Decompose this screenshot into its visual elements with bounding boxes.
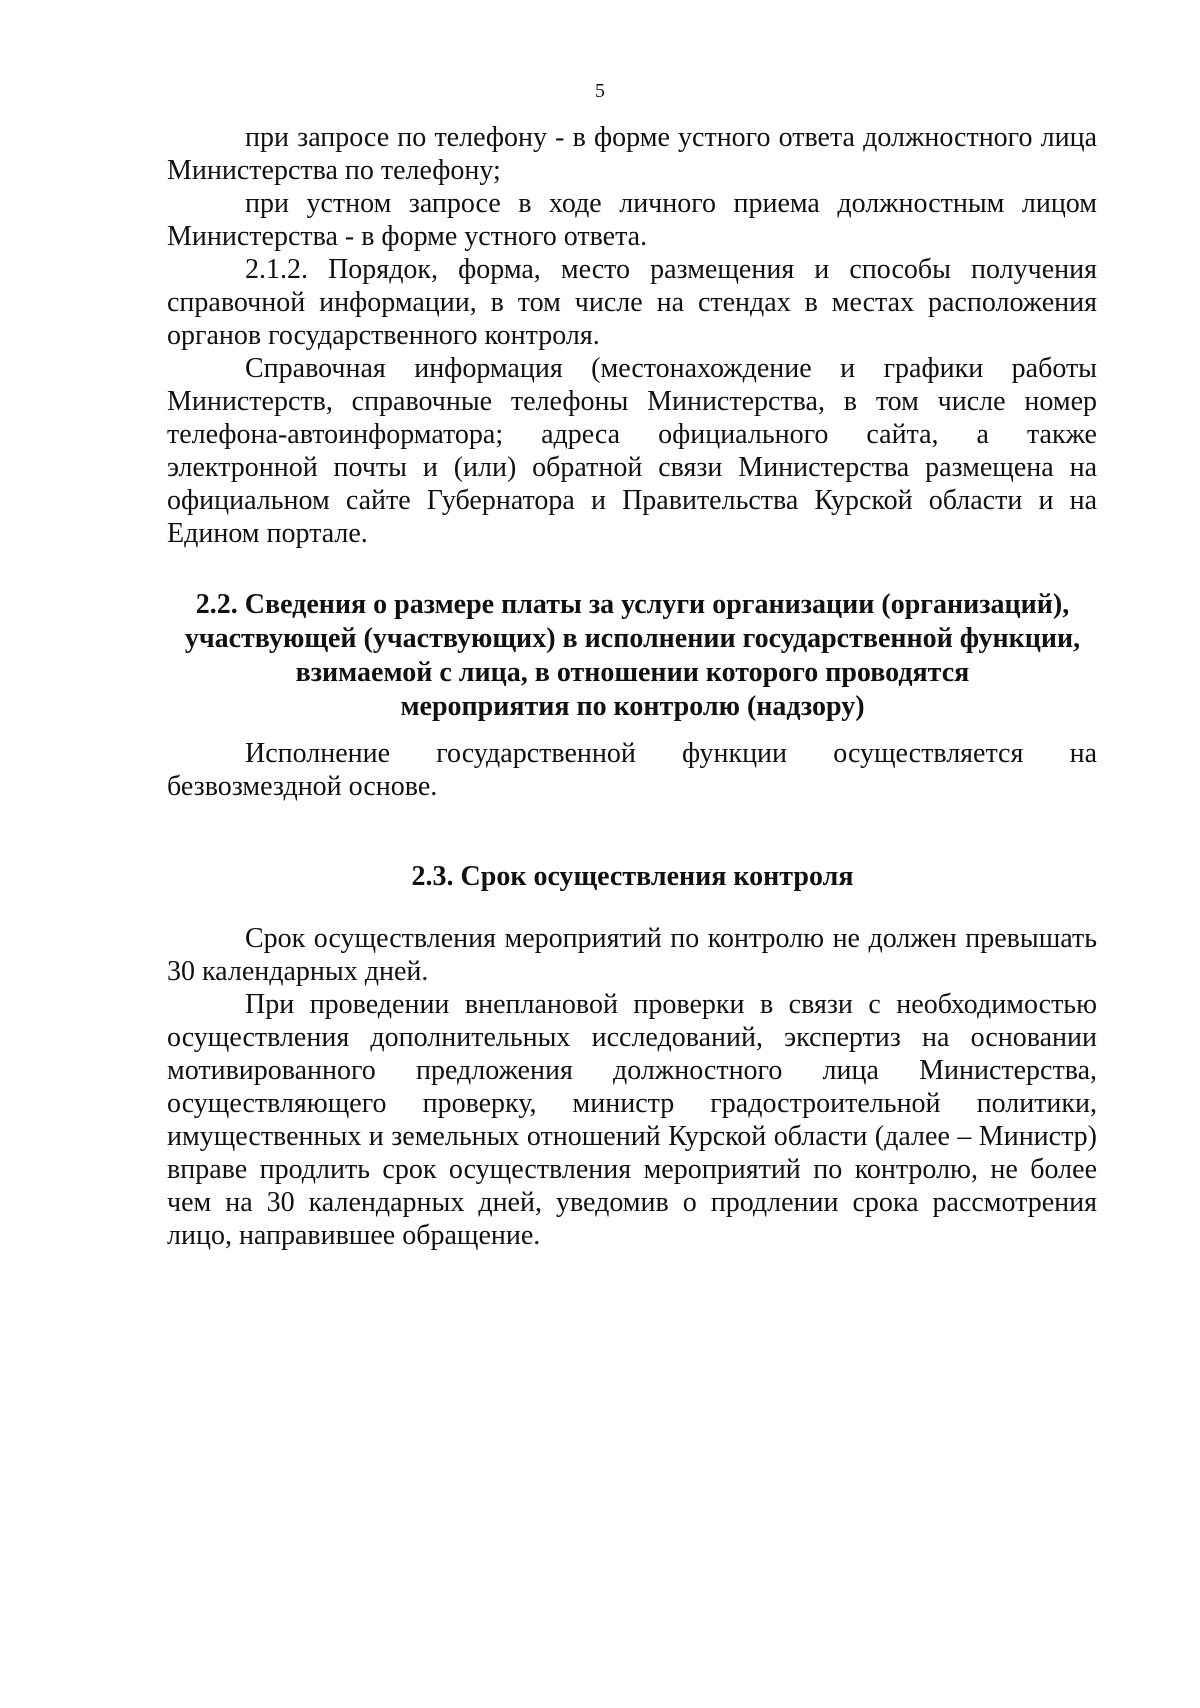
intro-section <box>167 121 1097 550</box>
heading-line: взимаемой с лица, в отношении которого проводятся <box>295 657 970 688</box>
heading-line: 2.2. Сведения о размере платы за услуги организации (организаций), <box>195 589 1070 620</box>
paragraph-phone-request: при запросе по телефону - в форме устного ответа должностного лица Министерства по телефону; <box>167 122 1097 186</box>
section-heading-2-2 <box>160 588 1105 724</box>
paragraph-oral-request: при устном запросе в ходе личного приема должностным лицом Министерства - в форме устного ответа. <box>167 188 1097 252</box>
paragraph-term-extension: При проведении внеплановой проверки в связи с необходимостью осуществления дополнительных исследований, экспертиз на основании мотивированного предложения должностного лица Министерства, осуществляющего проверку, министр градостроительной политики, имущественных и земельных отношений Курской области (далее – Министр) вправе продлить срок осуществления мероприятий по контролю, не более чем на 30 календарных дней, уведомив о продлении срока рассмотрения лицо, направившее обращение. <box>167 989 1097 1251</box>
heading-line: 2.3. Срок осуществления контроля <box>411 861 854 892</box>
page-number: 5 <box>595 80 605 102</box>
section-heading-2-3 <box>160 860 1105 894</box>
paragraph-reference-info: Справочная информация (местонахождение и графики работы Министерств, справочные телефоны Министерства, в том числе номер телефона-автоинформатора; адреса официального сайта, а также электронной почты и (или) обратной связи Министерства размещена на официальном сайте Губернатора и Правительства Курской области и на Едином портале. <box>167 353 1097 549</box>
heading-line: мероприятия по контролю (надзору) <box>400 691 865 722</box>
paragraph-2-1-2: 2.1.2. Порядок, форма, место размещения и способы получения справочной информации, в том числе на стендах в местах расположения органов государственного контроля. <box>167 254 1097 351</box>
heading-line: участвующей (участвующих) в исполнении государственной функции, <box>184 623 1081 654</box>
section-2-3-body <box>167 922 1097 1252</box>
paragraph-control-term: Срок осуществления мероприятий по контролю не должен превышать 30 календарных дней. <box>167 923 1097 987</box>
section-2-2-body <box>167 737 1097 803</box>
paragraph-free-of-charge: Исполнение государственной функции осуществляется на безвозмездной основе. <box>167 738 1097 802</box>
